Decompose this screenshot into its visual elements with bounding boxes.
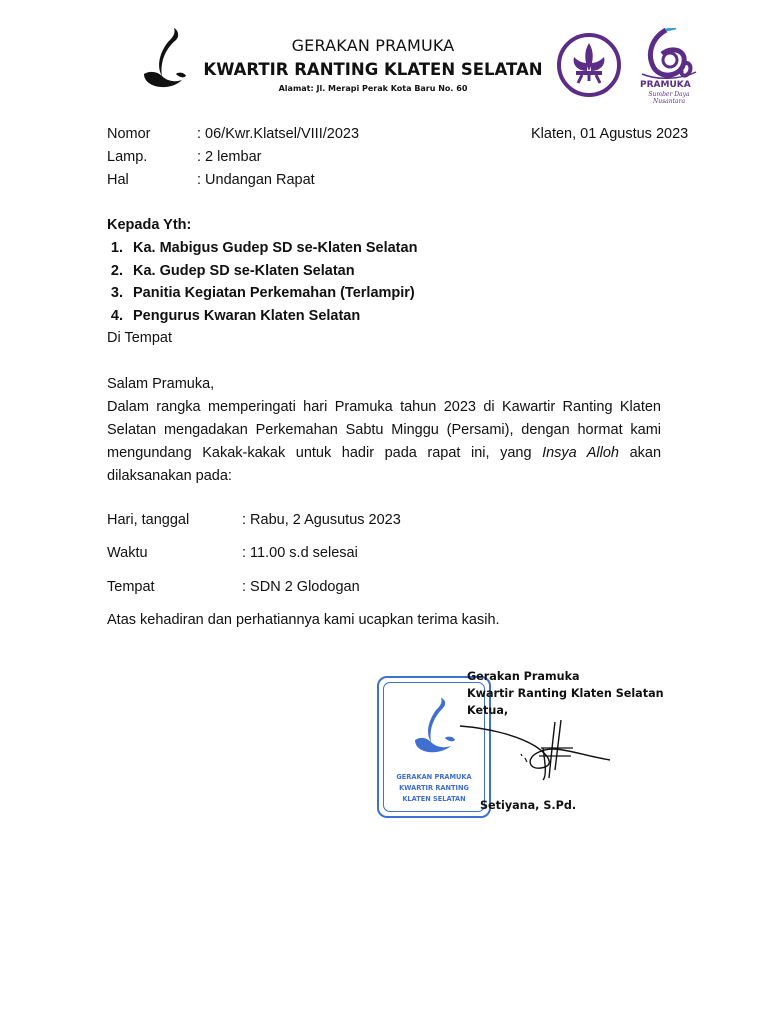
signature-title: Ketua, (467, 704, 509, 717)
recipient-number: 4. (110, 308, 123, 324)
body-line: Selatan mengadakan Perkemahan Sabtu Minggu (Persami), dengan hormat kami (107, 422, 661, 438)
hal-value: : Undangan Rapat (197, 172, 315, 188)
handwritten-signature (455, 718, 620, 788)
waktu-label: Waktu (107, 545, 148, 561)
recipient-number: 1. (110, 240, 123, 256)
hal-label: Hal (107, 172, 129, 188)
body-line: Dalam rangka memperingati hari Pramuka tahun 2023 di Kawartir Ranting Klaten (107, 399, 661, 415)
header-name: KWARTIR RANTING KLATEN SELATAN (203, 60, 543, 79)
stamp-line: KWARTIR RANTING (399, 784, 469, 792)
recipient-text: Pengurus Kwaran Klaten Selatan (133, 308, 361, 324)
header-address: Alamat: Jl. Merapi Perak Kota Baru No. 60 (278, 84, 468, 93)
tempat-label: Tempat (107, 579, 155, 595)
hari-label: Hari, tanggal (107, 512, 190, 528)
body-line: dilaksanakan pada: (107, 468, 232, 484)
signature-unit: Kwartir Ranting Klaten Selatan (467, 687, 664, 700)
lamp-value: : 2 lembar (197, 149, 262, 165)
kepada-heading: Kepada Yth: (107, 217, 192, 233)
nomor-value: : 06/Kwr.Klatsel/VIII/2023 (197, 126, 360, 142)
logo-text: PRAMUKA (640, 80, 691, 90)
stamp-line: KLATEN SELATAN (402, 795, 466, 803)
recipient-text: Ka. Gudep SD se-Klaten Selatan (133, 263, 355, 279)
letter-date: Klaten, 01 Agustus 2023 (531, 126, 689, 142)
body-line (107, 442, 661, 465)
recipient-text: Panitia Kegiatan Perkemahan (Terlampir) (133, 285, 415, 301)
recipient-number: 2. (110, 263, 123, 279)
hut-pramuka-62-logo (636, 28, 702, 104)
logo-tagline: Sumber Daya Nusantara (648, 91, 690, 105)
stamp-line: GERAKAN PRAMUKA (396, 773, 472, 781)
recipient-text: Ka. Mabigus Gudep SD se-Klaten Selatan (133, 240, 418, 256)
signature-org: Gerakan Pramuka (467, 670, 580, 683)
recipient-number: 3. (110, 285, 123, 301)
tunas-kelapa-logo (140, 28, 188, 92)
body-italic: Insya Alloh (542, 445, 619, 461)
body-text: akan (629, 445, 662, 461)
header-org: GERAKAN PRAMUKA (291, 36, 455, 55)
body-paragraph (107, 396, 661, 488)
tempat-value: : SDN 2 Glodogan (242, 579, 360, 595)
lamp-label: Lamp. (107, 149, 148, 165)
closing-sentence: Atas kehadiran dan perhatiannya kami ucapkan terima kasih. (107, 612, 500, 628)
hari-value: : Rabu, 2 Agusutus 2023 (242, 512, 401, 528)
nomor-label: Nomor (107, 126, 151, 142)
salam: Salam Pramuka, (107, 376, 215, 392)
waktu-value: : 11.00 s.d selesai (242, 545, 358, 561)
body-text: mengundang Kakak-kakak untuk hadir pada rapat ini, yang (107, 445, 532, 461)
signatory-name: Setiyana, S.Pd. (480, 799, 577, 812)
stamp-tunas-icon (409, 698, 459, 758)
di-tempat: Di Tempat (107, 330, 173, 346)
wosm-fleur-de-lis-emblem (556, 31, 622, 99)
